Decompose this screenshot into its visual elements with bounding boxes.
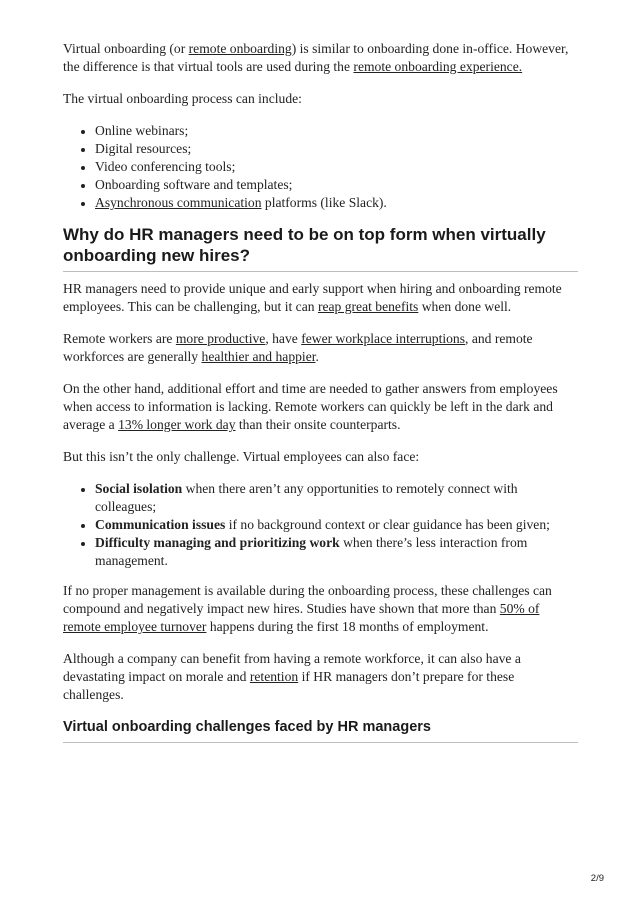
section-heading-wrap: [63, 224, 578, 272]
fewer-interruptions-link[interactable]: fewer workplace interruptions: [301, 331, 466, 346]
text: when done well.: [418, 299, 512, 314]
text: Remote workers are: [63, 331, 176, 346]
intro-paragraph: [63, 40, 578, 76]
list-item: [95, 534, 578, 570]
longer-work-day-link[interactable]: 13% longer work day: [118, 417, 236, 432]
text: than their onsite counterparts.: [235, 417, 401, 432]
list-item: [95, 516, 578, 534]
text: HR managers need to provide unique and early support when hiring and onboarding remote employees. This can be challenging, but it can: [63, 281, 562, 314]
text: if HR managers don’t prepare for these challenges.: [63, 669, 515, 702]
list-item: • Onboarding software and templates;: [95, 176, 578, 194]
text: If no proper management is available during the onboarding process, these challenges can compound and negatively impact new hires. Studies have shown that more than: [63, 583, 552, 616]
challenges-list: [63, 480, 578, 570]
paragraph: [63, 330, 578, 366]
page-number: 2/9: [590, 873, 604, 884]
remote-onboarding-experience-link[interactable]: remote onboarding experience.: [353, 59, 523, 74]
retention-link[interactable]: retention: [249, 669, 299, 684]
paragraph: But this isn’t the only challenge. Virtual employees can also face:: [63, 449, 420, 464]
document-page: [63, 40, 578, 743]
text: .: [315, 349, 319, 364]
paragraph: [63, 582, 578, 636]
section-heading: Why do HR managers need to be on top form when virtually onboarding new hires?: [63, 224, 578, 272]
process-list: [63, 122, 578, 212]
text: when there’s less interaction from management.: [95, 535, 528, 568]
text: happens during the first 18 months of employment.: [206, 619, 489, 634]
challenge-title: Social isolation: [95, 481, 183, 496]
asynchronous-communication-link[interactable]: Asynchronous communication: [95, 195, 262, 210]
text: , have: [265, 331, 302, 346]
paragraph: [63, 280, 578, 316]
remote-onboarding-link[interactable]: remote onboarding: [188, 41, 292, 56]
list-item: [95, 194, 578, 212]
text: Although a company can benefit from having a remote workforce, it can also have a devastating impact on morale and: [63, 651, 521, 684]
list-item: • Video conferencing tools;: [95, 158, 578, 176]
text: when there aren’t any opportunities to remotely connect with colleagues;: [95, 481, 518, 514]
list-item: [95, 480, 578, 516]
process-intro: The virtual onboarding process can include:: [63, 91, 302, 106]
more-productive-link[interactable]: more productive: [175, 331, 266, 346]
subsection-heading: Virtual onboarding challenges faced by HR managers: [63, 718, 578, 743]
healthier-happier-link[interactable]: healthier and happier: [201, 349, 316, 364]
text: , and remote workforces are generally: [63, 331, 533, 364]
text: On the other hand, additional effort and time are needed to gather answers from employees when access to information is lacking. Remote workers can quickly be left in the dark and average a: [63, 381, 558, 432]
challenge-title: Difficulty managing and prioritizing work: [95, 535, 340, 550]
text: ) is similar to onboarding done in-office. However, the difference is that virtual tools are used during the: [63, 41, 569, 74]
turnover-link[interactable]: 50% of remote employee turnover: [63, 601, 540, 634]
text: platforms (like Slack).: [261, 195, 387, 210]
text: Virtual onboarding (or: [63, 41, 189, 56]
paragraph: [63, 650, 578, 704]
paragraph: [63, 380, 578, 434]
text: if no background context or clear guidance has been given;: [225, 517, 550, 532]
reap-great-benefits-link[interactable]: reap great benefits: [317, 299, 419, 314]
subsection-heading-wrap: [63, 718, 578, 743]
list-item: • Digital resources;: [95, 140, 578, 158]
challenge-title: Communication issues: [95, 517, 226, 532]
list-item: • Online webinars;: [95, 122, 578, 140]
